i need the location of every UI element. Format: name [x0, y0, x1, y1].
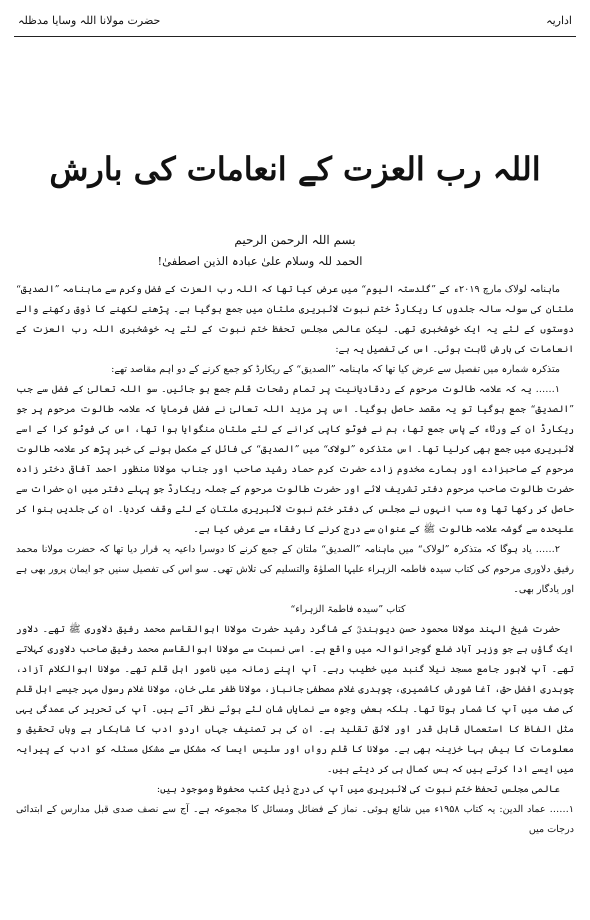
hamd-line: الحمد للہ وسلام علیٰ عبادہ الذین اصطفیٰ! [157, 254, 363, 268]
basmala: بسم اللہ الرحمن الرحیم [234, 233, 356, 247]
list-item-imad-uddin: ۱…… عماد الدین: یہ کتاب ۱۹۵۸ء میں شائع ہوئی۔ نماز کے فضائل ومسائل کا مجموعہ ہے۔ آج سے نصف صدی قبل مدارس کے ابتدائی درجات میں [16, 804, 574, 835]
paragraph-purposes: متذکرہ شمارہ میں تفصیل سے عرض کیا تھا کہ ماہنامہ ”الصدیق“ کے ریکارڈ کو جمع کرنے کے دو اہم مقاصد تھے: [111, 364, 560, 375]
author-label: حضرت مولانا اللہ وسایا مدظلہ [18, 14, 161, 27]
paragraph-library: عالمی مجلس تحفظ ختم نبوت کی لائبریری میں آپ کی درج ذیل کتب محفوظ وموجود ہیں: [156, 784, 560, 795]
article-title: اللہ رب العزت کے انعامات کی بارش [49, 150, 541, 188]
paragraph-purpose-2: ۲…… یاد ہوگا کہ متذکرہ ”لولاک“ میں ماہنامہ ”الصدیق“ ملتان کے جمع کرنے کا دوسرا داعیہ یہ قرار دیا تھا کہ حضرت مولانا محمد رفیق دلاوری مرحوم کی کتاب سیدہ فاطمہ الزہراء علیہا الصلوٰۃ والتسلیم کی تلاش تھی۔ سو اس کی تفصیل سنیں جو ایمان پرور بھی ہے اور یادگار بھی۔ [16, 544, 574, 595]
book-heading: کتاب ”سیدہ فاطمۃ الزہراء“ [290, 604, 406, 615]
article-body [16, 280, 574, 840]
paragraph-purpose-1: ۱…… یہ کہ علامہ طالوت مرحوم کے ردقادیانیت پر تمام رشحات قلم جمع ہو جائیں۔ سو اللہ تعالیٰ کے فضل سے جب ”الصدیق“ جمع ہوگیا تو یہ مقصد حاصل ہوگیا۔ اس پر مزید اللہ تعالیٰ نے فضل فرمایا کہ علامہ طالوت مرحوم پر جو ریکارڈ ان کے ورثاء کے پاس جمع تھا، ہم نے فوٹو کاپی کرانے کے لئے ملتان منگوایا ہوا تھا، اس کی فوٹو کرا کے اسے لائبریری میں جمع بھی کرلیا تھا۔ اس متذکرہ ”لولاک“ میں ”الصدیق“ کی فائل کے مکمل ہونے کی خبر پڑھ کر علامہ طالوت مرحوم کے صاحبزادے اور ہمارے مخدوم زادے حضرت کرم حماد رشید صاحب اور جناب مولانا منظور احمد آفاقی دختر زادہ حضرت طالوت صاحب مرحوم دفتر تشریف لائے اور حضرت طالوت مرحوم کے جملہ ریکارڈ جو پہلے دفتر میں ان حضرات سے حاصل کر رکھا تھا وہ سب انہوں نے مجلس کی دفتر ختم نبوت لائبریری ملتان کے لئے وقف کردیا۔ ان کی جلدیں بنوا کر علیحدہ سے گوشہ علامہ طالوت ﷺ کے عنوان سے درج کرنے کا رفقاء سے عرض کیا ہے۔ [16, 384, 574, 535]
paragraph-biography: حضرت شیخ الہند مولانا محمود حسن دیوبندیؒ کے شاگرد رشید حضرت مولانا ابوالقاسم محمد رفیق دلاوری ﷺ تھے۔ دلاور ایک گاؤں ہے جو وزیر آباد ضلع گوجرانوالہ میں واقع ہے۔ اسی نسبت سے مولانا ابوالقاسم محمد رفیق صاحب دلاوری کہلاتے تھے۔ آپ لاہور جامع مسجد نیلا گنبد میں خطیب رہے۔ آپ اپنے زمانہ میں نامور اہل قلم تھے۔ مولانا ابوالکلام آزاد، چوہدری افضل حق، آغا شورش کاشمیری، چوہدری غلام مصطفیٰ جانباز، مولانا ظفر علی خان، مولانا غلام رسول مہر جیسے اہل قلم کی صف میں آپ کا شمار ہوتا تھا۔ بلکہ بعض وجوہ سے نمایاں شان لئے ہوئے نظر آتے ہیں۔ آپ کی تحریر کی عمدگی یہی مثل الفاظ کا استعمال قابل قدر اور لائق تقلید ہے۔ ان کی ہر تصنیف جہاں اردو ادب کا شاہکار ہے وہاں تحقیق و معلومات کا بیش بہا خزینہ بھی ہے۔ مولانا کا قلم رواں اور سلیس ایسا کہ مشکل سے مشکل مسئلہ کو ادب کے پیرایہ میں ایسے ادا کرتے ہیں کہ بس کمال ہی کر دیتے ہیں۔ [16, 624, 574, 775]
section-label: اداریہ [546, 14, 572, 27]
paragraph-intro: ماہنامہ لولاک مارچ ۲۰۱۹ء کے ”گلدستہ الیوم“ میں عرض کیا تھا کہ اللہ رب العزت کے فضل وکرم سے ماہنامہ ”الصدیق“ ملتان کی سولہ سالہ جلدوں کا ریکارڈ ختم نبوت لائبریری ملتان میں جمع ہوگیا ہے۔ پڑھنے لکھنے کا ذوق رکھنے والے دوستوں کے لئے یہ ایک خوشخبری تھی۔ لیکن عالمی مجلس تحفظ ختم نبوت کے لئے یہ خوشخبری اللہ رب العزت کے انعامات کی بارش ثابت ہوئی۔ اس کی تفصیل یہ ہے: [16, 284, 574, 355]
header-divider [14, 36, 576, 37]
